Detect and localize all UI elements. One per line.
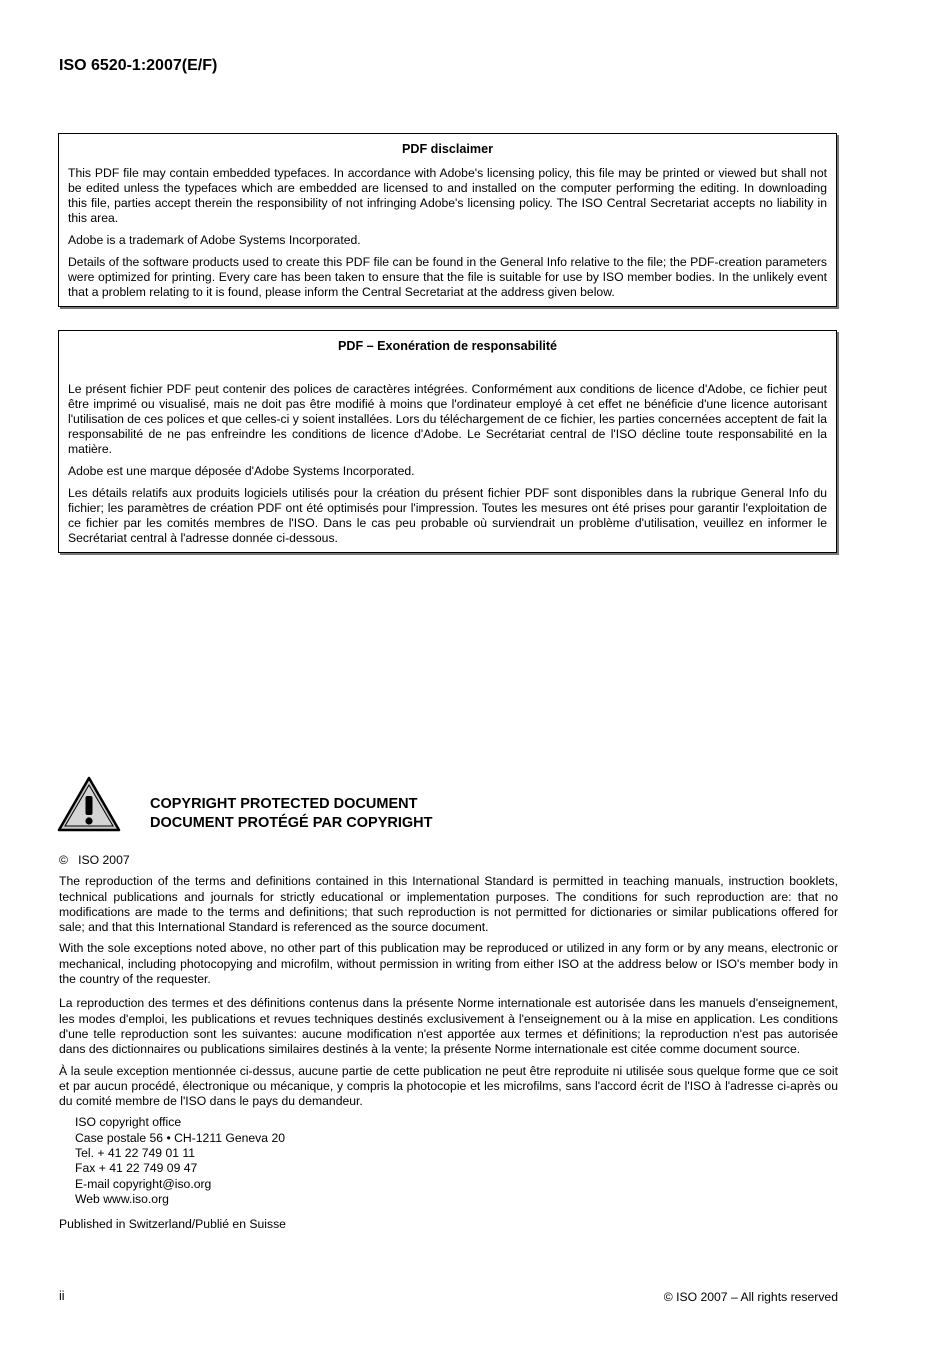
copyright-paragraph: The reproduction of the terms and definitions contained in this International Standard is permitted in teaching manuals, instruction booklets, technical publications and journals for strictly educational or implementation purposes. The conditions for such reproduction are: that no modifications are made to the terms and definitions; that such reproduction is not permitted for dictionaries or similar publications offered for sale; and that this International Standard is referenced as the source document. (59, 874, 838, 935)
copyright-paragraph: À la seule exception mentionnée ci-dessus, aucune partie de cette publication ne peut être reproduite ni utilisée sous quelque forme que ce soit et par aucun procédé, électronique ou mécanique, y compris la photocopie et les microfilms, sans l'accord écrit de l'ISO à l'adresse ci-après ou du comité membre de l'ISO dans le pays du demandeur. (59, 1063, 838, 1109)
document-id: ISO 6520-1:2007(E/F) (59, 57, 218, 74)
pdf-disclaimer-paragraph: Adobe is a trademark of Adobe Systems Incorporated. (68, 233, 361, 247)
copyright-title-fr: DOCUMENT PROTÉGÉ PAR COPYRIGHT (150, 815, 433, 831)
copyright-paragraph: La reproduction des termes et des définitions contenus dans la présente Norme internationale est autorisée dans les manuels d'enseignement, les modes d'emploi, les publications et revues techniques destinés exclusivement à l'enseignement ou à la mise en application. Les conditions d'une telle reproduction sont les suivantes: aucune modification n'est apportée aux termes et définitions; la reproduction n'est pas autorisée dans des dictionnaires ou publications similaires destinés à la vente; la présente Norme internationale est citée comme document source. (59, 996, 838, 1057)
page-number: ii (59, 1289, 65, 1303)
pdf-disclaimer-fr-paragraph: Adobe est une marque déposée d'Adobe Systems Incorporated. (68, 464, 415, 478)
address-block (75, 1115, 838, 1207)
address-line: ISO copyright office (75, 1115, 182, 1130)
address-line: Tel. + 41 22 749 01 11 (75, 1146, 196, 1161)
copyright-title (150, 795, 433, 833)
copyright-body (59, 853, 838, 1233)
footer-rights: © ISO 2007 – All rights reserved (663, 1290, 838, 1304)
copyright-paragraph: With the sole exceptions noted above, no other part of this publication may be reproduced or utilized in any form or by any means, electronic or mechanical, including photocopying and microfilm, without permission in writing from either ISO at the address below or ISO's member body in the country of the requester. (59, 941, 838, 987)
pdf-disclaimer-fr-paragraph: Le présent fichier PDF peut contenir des polices de caractères intégrées. Conformément aux conditions de licence d'Adobe, ce fichier peut être imprimé ou visualisé, mais ne doit pas être modifié à moins que l'ordinateur employé à cet effet ne bénéficie d'une licence autorisant l'utilisation de ces polices et que celles-ci y soient installées. Lors du téléchargement de ce fichier, les parties concernées acceptent de fait la responsabilité de ne pas enfreindre les conditions de licence d'Adobe. Le Secrétariat central de l'ISO décline toute responsabilité en la matière. (68, 382, 827, 456)
pdf-disclaimer-title: PDF disclaimer (402, 142, 493, 156)
address-line: E-mail copyright@iso.org (75, 1176, 212, 1191)
copyright-symbol-line: © ISO 2007 (59, 853, 130, 867)
address-line: Case postale 56 • CH-1211 Geneva 20 (75, 1130, 286, 1145)
address-line: Fax + 41 22 749 09 47 (75, 1161, 198, 1176)
pdf-disclaimer-fr-box (58, 330, 837, 553)
pdf-disclaimer-paragraph: This PDF file may contain embedded typefaces. In accordance with Adobe's licensing policy, this file may be printed or viewed but shall not be edited unless the typefaces which are embedded are licensed to and installed on the computer performing the editing. In downloading this file, parties accept therein the responsibility of not infringing Adobe's licensing policy. The ISO Central Secretariat accepts no liability in this area. (68, 166, 827, 225)
published-line: Published in Switzerland/Publié en Suisse (59, 1217, 286, 1232)
pdf-disclaimer-fr-paragraph: Les détails relatifs aux produits logiciels utilisés pour la création du présent fichier PDF sont disponibles dans la rubrique General Info du fichier; les paramètres de création PDF ont été optimisés pour l'impression. Toutes les mesures ont été prises pour garantir l'exploitation de ce fichier par les comités membres de l'ISO. Dans le cas peu probable où surviendrait un problème d'utilisation, veuillez en informer le Secrétariat central à l'adresse donnée ci-dessous. (68, 486, 827, 545)
warning-icon (57, 776, 121, 832)
pdf-disclaimer-paragraph: Details of the software products used to create this PDF file can be found in the General Info relative to the file; the PDF-creation parameters were optimized for printing. Every care has been taken to ensure that the file is suitable for use by ISO member bodies. In the unlikely event that a problem relating to it is found, please inform the Central Secretariat at the address given below. (68, 255, 827, 299)
address-line: Web www.iso.org (75, 1191, 169, 1206)
pdf-disclaimer-box (58, 133, 837, 307)
copyright-title-en: COPYRIGHT PROTECTED DOCUMENT (150, 796, 418, 812)
pdf-disclaimer-fr-title: PDF – Exonération de responsabilité (337, 339, 558, 353)
